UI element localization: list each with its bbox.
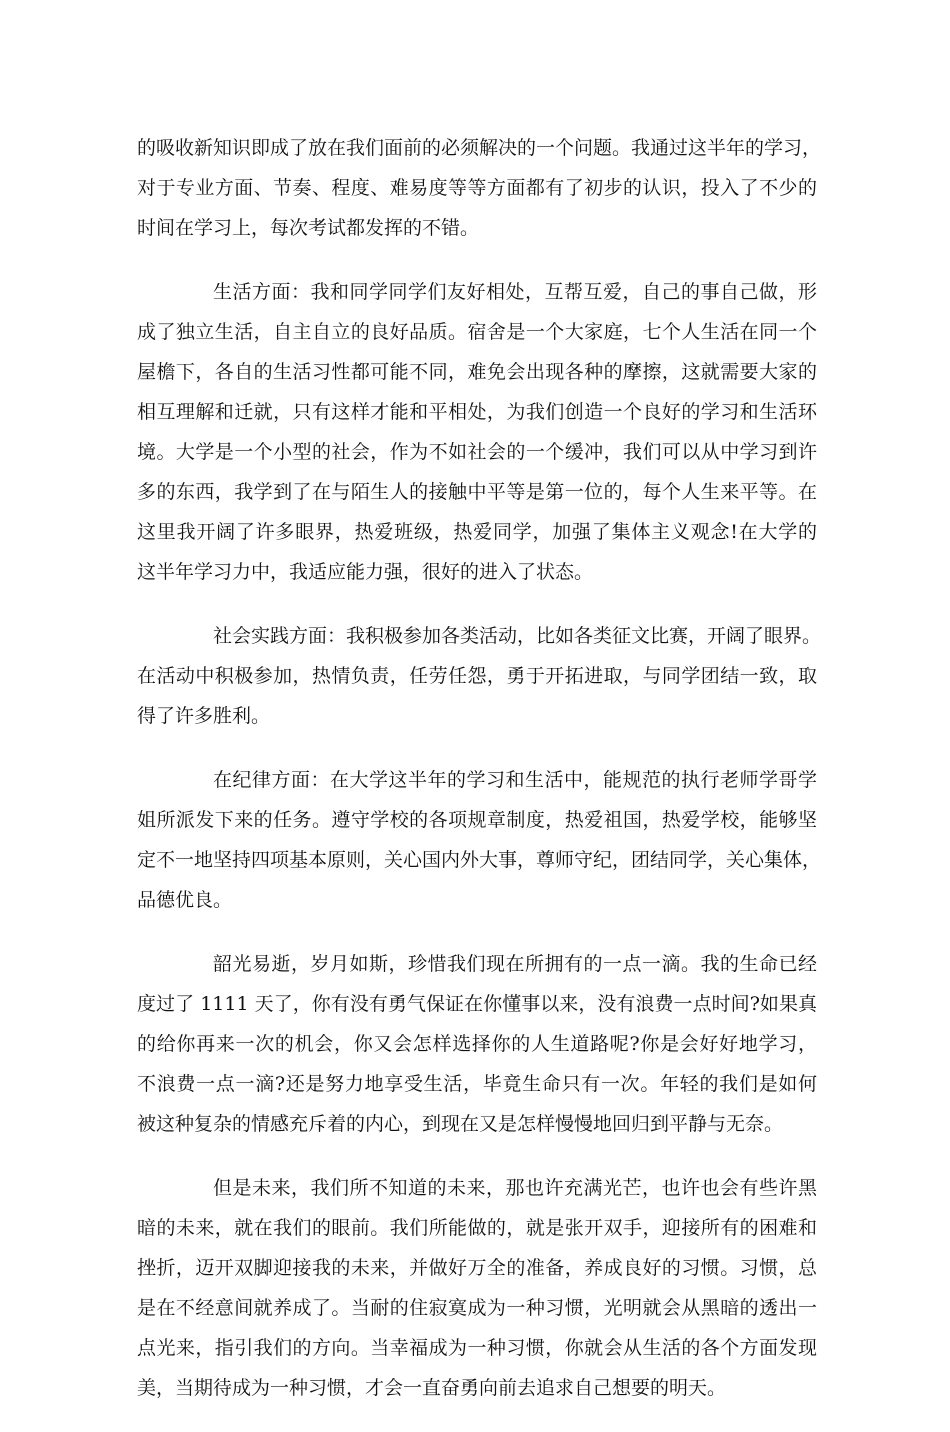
text-line: 暗的未来，就在我们的眼前。我们所能做的，就是张开双手，迎接所有的困难和 [137,1217,817,1239]
text-line: 社会实践方面：我积极参加各类活动，比如各类征文比赛，开阔了眼界。 [213,625,822,647]
text-line: 屋檐下，各自的生活习性都可能不同，难免会出现各种的摩擦，这就需要大家的 [137,361,817,383]
text-line: 境。大学是一个小型的社会，作为不如社会的一个缓冲，我们可以从中学习到许 [137,441,817,463]
text-line: 被这种复杂的情感充斥着的内心，到现在又是怎样慢慢地回归到平静与无奈。 [137,1113,784,1135]
text-line: 多的东西，我学到了在与陌生人的接触中平等是第一位的，每个人生来平等。在 [137,481,817,503]
text-line: 生活方面：我和同学同学们友好相处，互帮互爱，自己的事自己做，形 [213,281,817,303]
text-line: 定不一地坚持四项基本原则，关心国内外大事，尊师守纪，团结同学，关心集体， [137,849,822,871]
text-line: 点光来，指引我们的方向。当幸福成为一种习惯，你就会从生活的各个方面发现 [137,1337,817,1359]
document-body [137,128,822,1432]
text-line: 的给你再来一次的机会，你又会怎样选择你的人生道路呢?你是会好好地学习， [137,1033,817,1055]
text-line: 相互理解和迁就，只有这样才能和平相处，为我们创造一个良好的学习和生活环 [137,401,817,423]
text-line: 对于专业方面、节奏、程度、难易度等等方面都有了初步的认识，投入了不少的 [137,177,817,199]
paragraph [137,128,822,248]
text-line: 品德优良。 [137,889,233,911]
text-line: 在活动中积极参加，热情负责，任劳任怨，勇于开拓进取，与同学团结一致，取 [137,665,817,687]
text-line: 是在不经意间就养成了。当耐的住寂寞成为一种习惯，光明就会从黑暗的透出一 [137,1297,817,1319]
paragraph [137,616,822,736]
text-line: 成了独立生活，自主自立的良好品质。宿舍是一个大家庭，七个人生活在同一个 [137,321,817,343]
text-line: 这里我开阔了许多眼界，热爱班级，热爱同学，加强了集体主义观念!在大学的 [137,521,817,543]
paragraph [137,272,817,592]
text-line: 度过了 1111 天了，你有没有勇气保证在你懂事以来，没有浪费一点时间?如果真 [137,993,817,1015]
paragraph [137,1168,817,1408]
text-line: 的吸收新知识即成了放在我们面前的必须解决的一个问题。我通过这半年的学习， [137,137,822,159]
text-line: 时间在学习上，每次考试都发挥的不错。 [137,217,480,239]
text-line: 这半年学习力中，我适应能力强，很好的进入了状态。 [137,561,594,583]
text-line: 挫折，迈开双脚迎接我的未来，并做好万全的准备，养成良好的习惯。习惯，总 [137,1257,817,1279]
paragraph [137,760,822,920]
text-line: 但是未来，我们所不知道的未来，那也许充满光芒，也许也会有些许黑 [213,1177,817,1199]
text-line: 得了许多胜利。 [137,705,271,727]
text-line: 韶光易逝，岁月如斯，珍惜我们现在所拥有的一点一滴。我的生命已经 [213,953,817,975]
text-line: 姐所派发下来的任务。遵守学校的各项规章制度，热爱祖国，热爱学校，能够坚 [137,809,817,831]
text-line: 在纪律方面：在大学这半年的学习和生活中，能规范的执行老师学哥学 [213,769,817,791]
text-line: 不浪费一点一滴?还是努力地享受生活，毕竟生命只有一次。年轻的我们是如何 [137,1073,817,1095]
text-line: 美，当期待成为一种习惯，才会一直奋勇向前去追求自己想要的明天。 [137,1377,727,1399]
paragraph [137,944,817,1144]
